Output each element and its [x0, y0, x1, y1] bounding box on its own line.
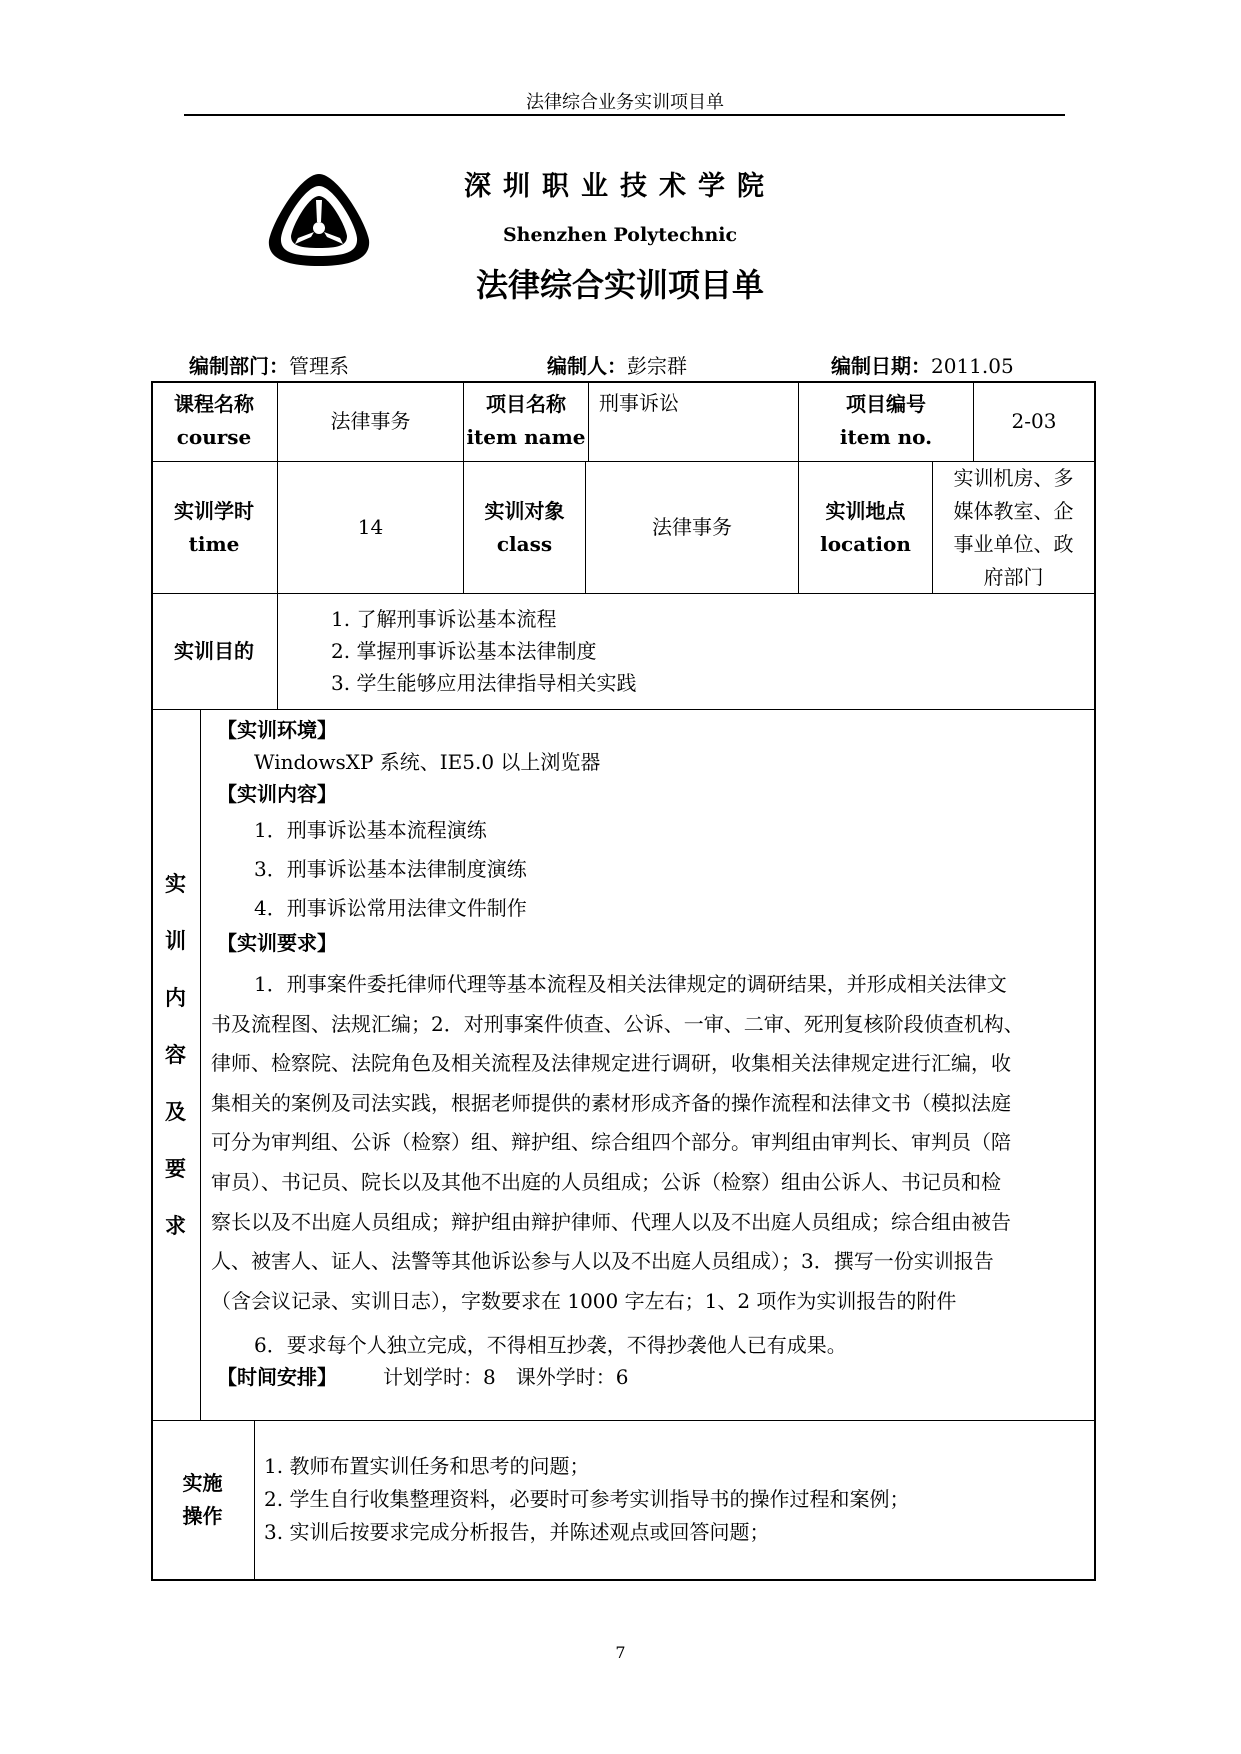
class-label-cn: 实训对象 [484, 498, 565, 523]
time-arrangement [217, 1361, 628, 1393]
item-no-label-en: item no. [839, 425, 933, 449]
goal-item: 2. 掌握刑事诉讼基本法律制度 [331, 639, 597, 663]
school-name-cn: 深圳职业技术学院 [464, 171, 776, 202]
header-rule [184, 114, 1065, 116]
content-heading: 【实训内容】 [217, 782, 337, 806]
class-label [464, 462, 585, 593]
impl-item: 2. 学生自行收集整理资料，必要时可参考实训指导书的操作过程和案例； [264, 1487, 910, 1511]
school-logo-icon [265, 170, 373, 270]
content-item: 4．刑事诉讼常用法律文件制作 [254, 896, 527, 920]
date-label: 编制日期： [831, 354, 931, 378]
item-no-label [799, 381, 973, 461]
meta-date [831, 350, 1014, 379]
req-line: 可分为审判组、公诉（检察）组、辩护组、综合组四个部分。审判组由审判长、审判员（陪 [211, 1130, 1011, 1155]
time-text: 计划学时：8 课外学时：6 [383, 1365, 629, 1389]
impl-item: 3. 实训后按要求完成分析报告，并陈述观点或回答问题； [264, 1520, 770, 1544]
course-value: 法律事务 [330, 408, 411, 433]
location-line: 府部门 [983, 564, 1044, 589]
author-value: 彭宗群 [627, 354, 687, 378]
side-char: 要 [165, 1156, 186, 1181]
req-line: 1．刑事案件委托律师代理等基本流程及相关法律规定的调研结果，并形成相关法律文 [254, 972, 1007, 996]
location-line: 媒体教室、企 [953, 498, 1074, 523]
meta-author [547, 350, 687, 379]
location-value [933, 462, 1094, 593]
page-number: 7 [615, 1643, 626, 1662]
item-label-en: item name [466, 425, 586, 449]
dept-label: 编制部门： [189, 354, 289, 378]
class-label-en: class [496, 531, 553, 556]
col-rule [588, 381, 589, 462]
course-label-cn: 课程名称 [174, 392, 254, 416]
col-rule [200, 709, 201, 1421]
project-table [151, 381, 1096, 1581]
item-name-label [464, 381, 588, 461]
dept-value: 管理系 [289, 354, 349, 378]
side-char: 容 [165, 1042, 186, 1067]
location-line: 事业单位、政 [953, 531, 1074, 556]
side-char: 内 [165, 985, 186, 1010]
req-line: 集相关的案例及司法实践，根据老师提供的素材形成齐备的操作流程和法律文书（模拟法庭 [211, 1090, 1011, 1115]
class-value: 法律事务 [652, 515, 732, 539]
requirements-paragraph [211, 965, 1081, 1321]
side-char: 训 [165, 928, 186, 953]
req-line: 人、被害人、证人、法警等其他诉讼参与人以及不出庭人员组成）；3．撰写一份实训报告 [211, 1249, 994, 1274]
time-label-en: time [188, 531, 240, 556]
running-header: 法律综合业务实训项目单 [526, 92, 724, 113]
req-line: （含会议记录、实训日志），字数要求在 1000 字左右；1、2 项作为实训报告的附件 [211, 1288, 957, 1313]
course-label-en: course [176, 425, 252, 449]
time-heading: 【时间安排】 [217, 1365, 337, 1389]
time-label-cn: 实训学时 [174, 498, 254, 523]
meta-dept [189, 350, 349, 379]
item-no-value: 2-03 [1011, 408, 1057, 433]
impl-list [264, 1450, 1084, 1549]
impl-label-line: 实施 [182, 1471, 223, 1495]
date-value: 2011.05 [931, 354, 1014, 378]
content-item: 3．刑事诉讼基本法律制度演练 [254, 857, 527, 881]
env-heading: 【实训环境】 [217, 718, 337, 742]
row-rule-3 [151, 709, 1096, 710]
document-title: 法律综合实训项目单 [475, 266, 764, 304]
requirements-heading: 【实训要求】 [217, 931, 337, 955]
col-rule [277, 593, 278, 710]
time-value: 14 [357, 515, 384, 539]
author-label: 编制人： [547, 354, 627, 378]
goal-item: 1. 了解刑事诉讼基本流程 [331, 607, 557, 631]
req-line: 察长以及不出庭人员组成；辩护组由辩护律师、代理人以及不出庭人员组成；综合组由被告 [211, 1209, 1011, 1234]
side-char: 及 [165, 1099, 186, 1124]
impl-item: 1. 教师布置实训任务和思考的问题； [264, 1454, 590, 1478]
course-label [151, 381, 277, 461]
row-rule-4 [151, 1420, 1096, 1421]
location-label [799, 462, 932, 593]
req-line: 律师、检察院、法院角色及相关流程及法律规定进行调研，收集相关法律规定进行汇编，收 [211, 1051, 1011, 1076]
goal-item: 3. 学生能够应用法律指导相关实践 [331, 671, 637, 695]
req-line: 审员）、书记员、院长以及其他不出庭的人员组成；公诉（检察）组由公诉人、书记员和检 [211, 1169, 1001, 1194]
location-line: 实训机房、多 [953, 465, 1074, 490]
requirements-last: 6．要求每个人独立完成，不得相互抄袭，不得抄袭他人已有成果。 [254, 1333, 847, 1357]
env-text: WindowsXP 系统、IE5.0 以上浏览器 [254, 750, 601, 774]
content-side-label [151, 868, 200, 1267]
time-label [151, 462, 277, 593]
req-line: 书及流程图、法规汇编；2．对刑事案件侦查、公诉、一审、二审、死刑复核阶段侦查机构、 [211, 1011, 1024, 1036]
goals-label: 实训目的 [174, 639, 254, 663]
side-char: 求 [165, 1213, 186, 1238]
school-name-en: Shenzhen Polytechnic [502, 224, 738, 246]
content-item: 1．刑事诉讼基本流程演练 [254, 818, 487, 842]
location-label-cn: 实训地点 [825, 498, 906, 523]
impl-label-line: 操作 [182, 1504, 223, 1528]
item-name-value: 刑事诉讼 [599, 391, 679, 415]
item-no-label-cn: 项目编号 [846, 392, 926, 416]
table-border-bottom [151, 1579, 1096, 1581]
side-char: 实 [165, 871, 186, 896]
table-border-right [1094, 381, 1096, 1581]
col-rule [254, 1420, 255, 1580]
impl-label [151, 1421, 254, 1579]
goals-list [331, 603, 1031, 699]
item-label-cn: 项目名称 [485, 392, 566, 416]
location-label-en: location [820, 531, 911, 556]
